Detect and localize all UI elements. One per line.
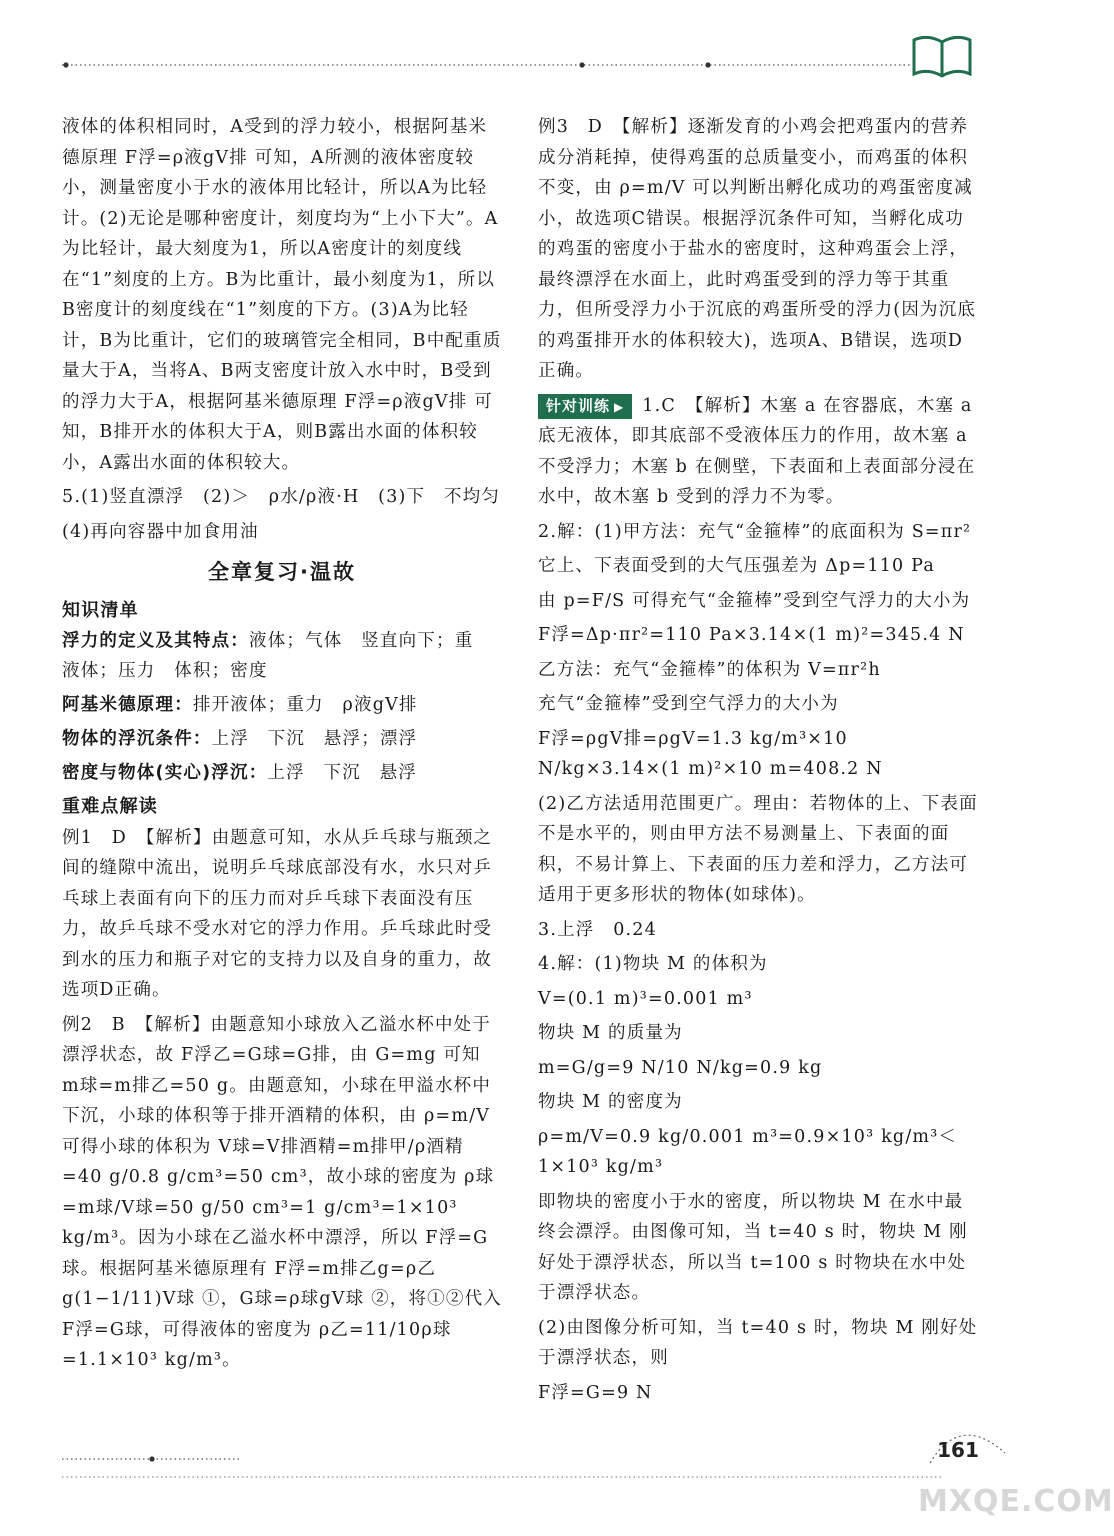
header-dotted-rule — [62, 62, 912, 68]
knowledge-item: 密度与物体(实心)浮沉：上浮 下沉 悬浮 — [62, 763, 418, 783]
play-arrow-icon: ▶ — [614, 399, 625, 414]
open-book-icon — [910, 30, 974, 82]
key-points-heading: 重难点解读 — [62, 796, 158, 817]
training-line: F浮=ρgV排=ρgV=1.3 kg/m³×10 N/kg×3.14×(1 m)²×10 m=408.2 N — [538, 728, 883, 779]
training-line: 它上、下表面受到的大气压强差为 Δp=110 Pa — [538, 556, 935, 576]
training-line: (2)乙方法适用范围更广。理由：若物体的上、下表面不是水平的，则由甲方法不易测量上、下表面的面积，不易计算上、下表面的压力差和浮力，乙方法可适用于更多形状的物体(如球体)。 — [538, 793, 978, 905]
training-line: m=G/g=9 N/10 N/kg=0.9 kg — [538, 1057, 823, 1078]
training-line: F浮=G=9 N — [538, 1382, 653, 1403]
training-line: (2)由图像分析可知，当 t=40 s 时，物块 M 刚好处于漂浮状态，则 — [538, 1317, 978, 1368]
training-line: 由 p=F/S 可得充气“金箍棒”受到空气浮力的大小为 — [538, 590, 971, 611]
training-line: 物块 M 的质量为 — [538, 1023, 683, 1043]
training-line: 2.解：(1)甲方法：充气“金箍棒”的底面积为 S=πr² — [538, 521, 972, 542]
example-3: 例3 D 【解析】逐渐发育的小鸡会把鸡蛋内的营养成分消耗掉，使得鸡蛋的总质量变小，而鸡蛋的体积不变，由 ρ=m/V 可以判断出孵化成功的鸡蛋密度减小，故选项C错误。根据浮沉条件可知，当孵化成功的鸡蛋的密度小于盐水的密度时，这种鸡蛋会上浮，最终漂浮在水面上，此时鸡蛋受到的浮力等于其重力，但所受浮力小于沉底的鸡蛋所受的浮力(因为沉底的鸡蛋排开水的体积较大)，选项A、B错误，选项D正确。 — [538, 117, 977, 381]
footer-dotted-rule-long — [62, 1474, 942, 1480]
training-line: 充气“金箍棒”受到空气浮力的大小为 — [538, 694, 839, 714]
training-tag: 针对训练 ▶ — [538, 394, 632, 419]
right-column — [538, 112, 978, 1412]
training-line: ρ=m/V=0.9 kg/0.001 m³=0.9×10³ kg/m³＜1×10³ kg/m³ — [538, 1126, 958, 1177]
example-2: 例2 B 【解析】由题意知小球放入乙溢水杯中处于漂浮状态，故 F浮乙=G球=G排，由 G=mg 可知 m球=m排乙=50 g。由题意知，小球在甲溢水杯中下沉，小球的体积等于排开酒精的体积，由 ρ=m/V 可得小球的体积为 V球=V排酒精=m排甲/ρ酒精=40 g/0.8 g/cm³=50 cm³，故小球的密度为 ρ球=m球/V球=50 g/50 cm³=1 g/cm³=1×10³ kg/m³。因为小球在乙溢水杯中漂浮，所以 F浮=G球。根据阿基米德原理有 F浮=m排乙g=ρ乙g(1−1/11)V球 ①，G球=ρ球gV球 ②，将①②代入 F浮=G球，可得液体的密度为 ρ乙=11/10ρ球=1.1×10³ kg/m³。 — [62, 1014, 502, 1370]
footer-dotted-rule — [62, 1456, 242, 1462]
answer-paragraph: 液体的体积相同时，A受到的浮力较小，根据阿基米德原理 F浮=ρ液gV排 可知，A所测的液体密度较小，测量密度小于水的液体用比轻计，所以A为比轻计。(2)无论是哪种密度计，刻度均为“上小下大”。A为比轻计，最大刻度为1，所以A密度计的刻度线在“1”刻度的上方。B为比重计，最小刻度为1，所以B密度计的刻度线在“1”刻度的下方。(3)A为比轻计，B为比重计，它们的玻璃管完全相同，B中配重质量大于A，当将A、B两支密度计放入水中时，B受到的浮力大于A，根据阿基米德原理 F浮=ρ液gV排 可知，B排开水的体积大于A，则B露出水面的体积较小，A露出水面的体积较大。 — [62, 117, 502, 473]
knowledge-item: 浮力的定义及其特点：液体；气体 竖直向下；重 液体；压力 体积；密度 — [62, 631, 493, 681]
page-number: 161 — [937, 1438, 979, 1462]
training-line: F浮=Δp·πr²=110 Pa×3.14×(1 m)²=345.4 N — [538, 625, 965, 645]
training-line: 即物块的密度小于水的密度，所以物块 M 在水中最终会漂浮。由图像可知，当 t=40 s 时，物块 M 刚好处于漂浮状态，所以当 t=100 s 时物块在水中处于漂浮状态。 — [538, 1191, 968, 1303]
training-item: 针对训练 ▶ 1.C 【解析】木塞 a 在容器底，木塞 a 底无液体，即其底部不受液体压力的作用，故木塞 a 不受浮力；木塞 b 在侧壁，下表面和上表面部分浸在水中，故木塞 b 受到的浮力不为零。 — [538, 395, 976, 507]
training-line: V=(0.1 m)³=0.001 m³ — [538, 988, 753, 1009]
example-1: 例1 D 【解析】由题意可知，水从乒乓球与瓶颈之间的缝隙中流出，说明乒乓球底部没有水，水只对乒乓球上表面有向下的压力而对乒乓球下表面没有压力，故乒乓球不受水对它的浮力作用。乒乓球此时受到水的压力和瓶子对它的支持力以及自身的重力，故选项D正确。 — [62, 827, 493, 1000]
answer-line: 5.(1)竖直漂浮 (2)＞ ρ水/ρ液·H (3)下 不均匀 — [62, 487, 501, 507]
watermark: MXQE.COM — [918, 1484, 1114, 1519]
training-line: 乙方法：充气“金箍棒”的体积为 V=πr²h — [538, 659, 881, 680]
knowledge-item: 阿基米德原理：排开液体；重力 ρ液gV排 — [62, 695, 418, 715]
knowledge-item: 物体的浮沉条件：上浮 下沉 悬浮；漂浮 — [62, 729, 418, 749]
section-title: 全章复习·温故 — [208, 560, 356, 584]
training-line: 3.上浮 0.24 — [538, 919, 657, 940]
answer-line: (4)再向容器中加食用油 — [62, 521, 259, 542]
left-column — [62, 112, 502, 1380]
training-line: 物块 M 的密度为 — [538, 1092, 683, 1112]
training-line: 4.解：(1)物块 M 的体积为 — [538, 954, 768, 974]
knowledge-heading: 知识清单 — [62, 599, 139, 621]
